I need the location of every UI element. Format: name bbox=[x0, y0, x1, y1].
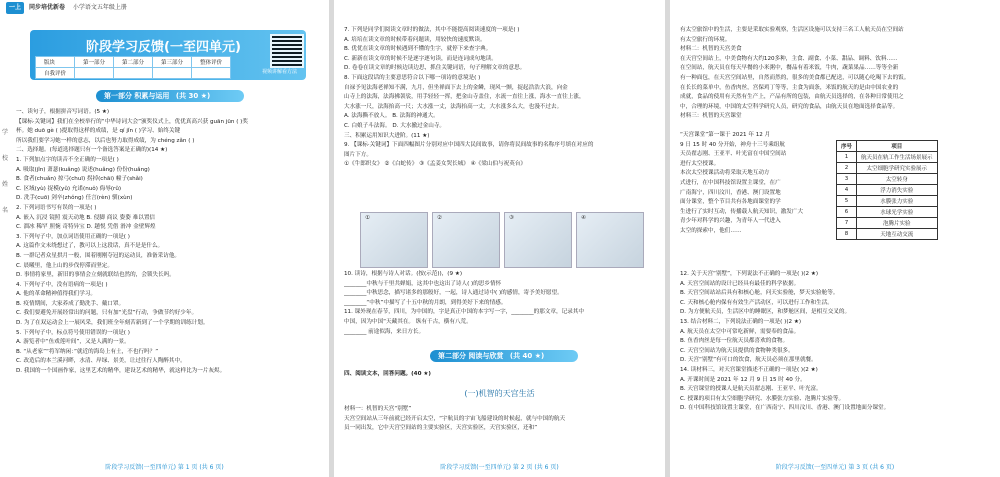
text-line: C. 天和核心舱内保有有效生产活动区，可以进行工作和生活。 bbox=[680, 299, 833, 306]
text-line: 进行太空授课。 bbox=[680, 160, 720, 167]
text-line: 2. 下列词语书写有误的一项是( ) bbox=[16, 204, 97, 211]
text-line: 式进行，在中国科技馆设置主课堂，在广 bbox=[680, 179, 781, 186]
text-line: B. 一群记者众星拱月一般，围着刚刚夺冠的运动员，准备采访他。 bbox=[16, 252, 181, 259]
text-line: B. “从老家”“将军纳闲：”就近的海岛上有土，不也行吗？” bbox=[16, 348, 159, 355]
table-cell: 8 bbox=[837, 229, 857, 240]
side-label: 姓 bbox=[2, 181, 9, 188]
text-line: 本次太空授课活动将采取天地互动方 bbox=[680, 170, 770, 177]
text-line: 中，合理的环境，中国的太空科学研究人员，研究的食品，由航天员在地面选择食品等。 bbox=[680, 103, 899, 110]
text-line: D. 在中国科技馆设置主课堂，在广西南宁、四川汶川、香港、澳门设置地面分课堂。 bbox=[680, 405, 890, 412]
table-row bbox=[837, 163, 938, 174]
text-line: A. 航天员在太空中可常吃新鲜，需要奉的食品。 bbox=[680, 328, 800, 335]
series-tag: 一上 bbox=[6, 2, 24, 14]
qr-code-icon[interactable] bbox=[270, 34, 304, 68]
text-line: 在空间站，航天员在每天早餐的小米粥中，餐品有着米饭，牛肉，蔬菜果品……等等全新 bbox=[680, 65, 899, 72]
page-2-body-mid bbox=[344, 270, 659, 337]
page-2-footer: 阶段学习反馈(一至四单元) 第 2 页 (共 6 页) bbox=[440, 464, 559, 471]
text-line: D. 我国的一个国画作家，这里艺术的精华，建设艺术的精华，就这样比为一片灰烬。 bbox=[16, 368, 226, 375]
text-line: 9. 【课标·关键词】下面四幅图片分别对应中国四大民间故事，请你将民间故事的名称序号填在对应的 bbox=[344, 142, 594, 149]
text-line: 中国，因为中国“天藏其在。 纵有千古，横有八荒。 bbox=[344, 318, 472, 325]
table-row bbox=[837, 185, 938, 196]
side-label: 校 bbox=[2, 155, 9, 162]
text-line: D. 天宫“别墅”有可口的饮食，航天员必须在那里就餐。 bbox=[680, 357, 817, 364]
table-cell: 浮力消失实验 bbox=[857, 185, 938, 196]
folk-tale-picture: ① bbox=[360, 212, 428, 268]
text-line: C. 晨曦里，他上山的步伐停滞而坚定。 bbox=[16, 262, 113, 269]
table-cell: 7 bbox=[837, 218, 857, 229]
page-1-footer: 阶段学习反馈(一至四单元) 第 1 页 (共 6 页) bbox=[105, 464, 224, 471]
eval-header: 第三部分 bbox=[153, 57, 192, 68]
text-line: D. 卷卷在读文章的时候边读边思，抓住关键词语，句子理解文章的意思。 bbox=[344, 65, 526, 72]
text-line: ________中秋与千里共婵娟，这其中也这出了诗人( )的思乡情怀 bbox=[344, 280, 502, 287]
eval-header: 第二部分 bbox=[114, 57, 153, 68]
part-2-heading bbox=[430, 350, 578, 362]
eval-cell[interactable] bbox=[75, 68, 114, 79]
text-line: 7. 下列是同学们阅读文章时的做法，其中不能提高阅读速度的一项是( ) bbox=[344, 27, 520, 33]
text-line: 11. 课外现在春节，四川，为中国的，字是真正中国的本字写一字，________的那文章，记录其中 bbox=[344, 309, 585, 316]
table-cell: 5 bbox=[837, 196, 857, 207]
text-line: 材料二：机智的天宫美食 bbox=[680, 46, 742, 53]
eval-header: 第一部分 bbox=[75, 57, 114, 68]
part-1-score: (共 30 ★) bbox=[175, 92, 211, 100]
table-cell: 水膜张力实验 bbox=[857, 196, 938, 207]
eval-cell[interactable] bbox=[192, 68, 231, 79]
page-title: 阶段学习反馈(一至四单元) bbox=[86, 40, 241, 55]
text-line: 材料一：机智的天宫“别墅” bbox=[344, 406, 412, 412]
page-3-body-top bbox=[680, 26, 995, 122]
text-line: C. 溜冰 稀罕 照惋 奇特异宝 D. 趟悦 凭借 滑冲 金壁辉煌 bbox=[16, 224, 156, 231]
text-line: 大水涨一尺，法海抬高一尺；大水涨一丈，法海抬高一丈，大水涨多么大，也漫不过去。 bbox=[344, 103, 563, 110]
text-line: 有太空旅馆中的生活，主要是采取实验观察，生活区设施可以支持三名工人航天员在空间站 bbox=[680, 27, 904, 33]
text-line: B. 天宫课堂的授课人是航天员翟志刚、王亚平、叶光富。 bbox=[680, 386, 822, 393]
qr-caption: 视频讲解看方法 bbox=[262, 69, 298, 75]
text-line: 10. 读诗，根据与诗人对话。(按(示范))，(9 ★) bbox=[344, 271, 463, 277]
table-row bbox=[837, 229, 938, 240]
text-line: C. 改造后的本兰溪河畔，水清、岸绿、景美，让过往行人陶醉其中。 bbox=[16, 358, 186, 365]
text-line: ①《牛郎织女》 ②《白蛇传》 ③《孟姜女哭长城》 ④《梁山伯与祝英台》 bbox=[344, 161, 527, 168]
text-line: 三、积累运用知识大进阶。(11 ★) bbox=[344, 132, 430, 139]
text-line: D. 洗手(cuō) 剑卒(zhǒng) 任言(rèn) 驯(xùn) bbox=[16, 195, 133, 202]
page-2 bbox=[334, 0, 665, 477]
part-1-heading bbox=[96, 90, 244, 102]
table-cell: 水球光学实验 bbox=[857, 207, 938, 218]
book-name: 小学语文五年级上册 bbox=[72, 4, 127, 11]
text-line: 生进行了实时互动，传播载人航天知识，激发广大 bbox=[680, 208, 804, 215]
text-line: 在天宫空间站上，中美食物有大约120多种，主食、副食、小菜、甜品、调料、饮料…… bbox=[680, 55, 898, 62]
text-line: 9 日 15 时 40 分开始，神舟十三号乘组航 bbox=[680, 141, 785, 148]
table-cell: 天地互动交流 bbox=[857, 229, 938, 240]
table-header: 序号 bbox=[837, 141, 857, 152]
table-cell: 4 bbox=[837, 185, 857, 196]
article-body bbox=[344, 405, 659, 434]
text-line: ________ 前途似海，来日方长。 bbox=[344, 328, 425, 335]
table-cell: 太空转身 bbox=[857, 174, 938, 185]
text-line: D. 为方便航天员，生活区中的睡眠区，和梦舱区间，是相互交叉的。 bbox=[680, 309, 851, 316]
text-line: 面分课堂，整个节目共有各地面课堂的学 bbox=[680, 199, 781, 206]
text-line: A. 培培在读文章的时候带着问题读，用较快的速度默读。 bbox=[344, 36, 486, 43]
text-line: C. 新新在读文章的时候不是逐字逐句读，而是连词成句地读。 bbox=[344, 55, 497, 62]
text-line: ________“中秋”中描写了十五中秋的月朗，到得美好下来的情感。 bbox=[344, 299, 507, 306]
table-header: 项目 bbox=[857, 141, 938, 152]
page-3 bbox=[670, 0, 1000, 477]
text-line: 材料三：机智的天宫课堂 bbox=[680, 113, 742, 120]
part-1-title: 第一部分 积累与运用 bbox=[104, 92, 170, 100]
text-line: 1. 下列加点字的读音不全正确的一项是( ) bbox=[16, 156, 119, 163]
text-line: C. 我们要避免开展经常出的问题，只有加“光盘”行动，争做节约好少年。 bbox=[16, 310, 198, 317]
series-name: 同步培优新卷 bbox=[28, 4, 65, 11]
eval-cell[interactable] bbox=[153, 68, 192, 79]
text-line: 8. 下面这段话的主要意思符合以下哪一项诗的意境是( ) bbox=[344, 74, 481, 81]
text-line: 杯。她 duō gè ( )提取得这样的成绩，是 qí jǐn ( )学习、始终关键 bbox=[16, 128, 181, 135]
student-info-sidebar bbox=[2, 120, 12, 224]
text-line: 一、读句子，根据拼音写词语。(5 ★) bbox=[16, 109, 110, 115]
text-line: 山寺上的法海，法海拂袈裟，用手轻轻一挥，把金山寺盖住，水流一直往上涨，海水一直往上涨， bbox=[344, 94, 585, 101]
folk-tale-picture: ④ bbox=[576, 212, 644, 268]
self-evaluation-table bbox=[35, 56, 231, 79]
folk-tale-picture: ② bbox=[432, 212, 500, 268]
page-3-body-class bbox=[680, 131, 835, 237]
text-line: B. 食者(chuǎn) 掠弓(chuī) 拐掉(chāi) 幢子(shǎi) bbox=[16, 176, 143, 183]
page-2-body-top bbox=[344, 26, 659, 170]
text-line: 5. 下列句子中，标点符号使用错误的一项是( ) bbox=[16, 329, 130, 336]
text-line: 二、选择题。(每道选择题只有一个备选答案是正确的)(14 ★) bbox=[16, 147, 168, 154]
page-1-body bbox=[16, 108, 324, 377]
eval-header: 版块 bbox=[36, 57, 75, 68]
text-line: A. 开课时间是 2021 年 12 月 9 日 15 时 40 分。 bbox=[680, 376, 806, 383]
table-row bbox=[837, 152, 938, 163]
table-cell: 6 bbox=[837, 207, 857, 218]
side-label: 名 bbox=[2, 207, 9, 214]
text-line: B. 优优在读文章的时候遇到不懂的生字，就停下来查字典。 bbox=[344, 46, 492, 53]
table-cell: 1 bbox=[837, 152, 857, 163]
page-3-questions bbox=[680, 270, 995, 414]
eval-header: 整体评价 bbox=[192, 57, 231, 68]
text-line: ________中秋思念，描写诸多的那般好，一起，诗人通过诗中( )的感情，寄予美好愿望。 bbox=[344, 290, 563, 297]
title-banner bbox=[30, 30, 306, 80]
table-row bbox=[837, 196, 938, 207]
page-1 bbox=[0, 0, 329, 477]
text-line: 员一同出发，它中天宫空间站的主要实验区，天宫实验区，天宫实验区，还和” bbox=[344, 425, 538, 432]
part-2-instruction: 四、阅读文本，回答问题。(40 ★) bbox=[344, 371, 431, 377]
eval-cell[interactable] bbox=[114, 68, 153, 79]
table-row bbox=[837, 174, 938, 185]
text-line: B. 疫情期间，大家养成了勤洗手、戴口罩。 bbox=[16, 300, 125, 307]
text-line: 在长长的菜单中，鱼香肉丝，宫保鸡丁等等，主食为面条，米饭的航天的是由中国农业的 bbox=[680, 84, 899, 91]
table-cell: 太空细胞学研究实验展示 bbox=[857, 163, 938, 174]
text-line: 【课标·关键词】我们在全校举行的“中华诗词大会”颁奖仪式上，优优真高兴获 guān jūn ( )奖 bbox=[16, 118, 248, 125]
text-line: 有太空旅行的环境。 bbox=[680, 36, 731, 43]
text-line: C. 区域(yù) 捉模(yǔ) 允诺(nuǒ) 侮辱(rǔ) bbox=[16, 185, 122, 192]
part-2-title: 第二部分 阅读与欣赏 bbox=[438, 352, 504, 360]
text-line: 天宫空间站从三年前就已经开启太空，“宇航员的宇宙飞船建设的时候起，就与中国的航天 bbox=[344, 415, 566, 422]
text-line: 12. 关于天宫“别墅”，下列说法不正确的一项是( )(2 ★) bbox=[680, 271, 819, 277]
folk-tale-picture: ③ bbox=[504, 212, 572, 268]
text-line: 有一种面包，在天宫空间站里，自然而然的，很多的美食都已配送，可以随心吃喝下去的饭。 bbox=[680, 74, 910, 81]
text-line: D. 事情将家里，新旧的事情会立刻就联结也然的，会锁失长吗。 bbox=[16, 272, 175, 279]
text-line: C. 白娘子斗法海。 D. 大水撤过金山寺。 bbox=[344, 122, 446, 129]
table-row bbox=[837, 207, 938, 218]
class-items-table bbox=[836, 140, 938, 240]
text-line: 太空的探索中，他们…… bbox=[680, 227, 742, 234]
page-3-footer: 阶段学习反馈(一至四单元) 第 3 页 (共 6 页) bbox=[775, 464, 895, 471]
text-line: 13. 结合材料二，下列说法正确的一项是( )(2 ★) bbox=[680, 318, 802, 325]
text-line: 青少年对科学的兴趣，为青年人一代进入 bbox=[680, 218, 781, 225]
text-line: A. 游览者中“鱼戏莲叶间”，又是人满的一景。 bbox=[16, 339, 130, 346]
article-title: (一)机智的天宫生活 bbox=[464, 389, 535, 398]
text-line: 14. 读材料三，对天宫课堂描述不正确的一项是( )(2 ★) bbox=[680, 366, 818, 373]
table-cell: 航天员在轨工作生活场景展示 bbox=[857, 152, 938, 163]
text-line: 3. 下列句子中，加点词语使用正确的一项是( ) bbox=[16, 233, 130, 240]
text-line: “天宫课堂”第一课于 2021 年 12 月 bbox=[680, 132, 771, 138]
table-cell: 2 bbox=[837, 163, 857, 174]
text-line: D. 为了在双运动会上一展风采，我们班全年刻苦新到了一个学期的训练计划。 bbox=[16, 320, 209, 327]
table-cell: 3 bbox=[837, 174, 857, 185]
text-line: A. 吸取(jǐn) 萧瑟(kuǎng) 说述(huǎng) 份份(huǎng) bbox=[16, 166, 150, 173]
text-line: 自禄予见法海老禅知不满，九月，但坐禅面下去上的金鳞，现风一颤，捉起浩浩大浪，向金 bbox=[344, 84, 568, 91]
page-1-header bbox=[6, 2, 323, 14]
eval-row-label: 自我评价 bbox=[36, 68, 75, 79]
table-cell: 泡腾片实验 bbox=[857, 218, 938, 229]
text-line: C. 天宫空间站为航天员提供的食物种类很多。 bbox=[680, 347, 794, 354]
text-line: A. 他的革命精神值得我们学习。 bbox=[16, 291, 97, 298]
text-line: 成就，食品的使用有天然有生产上，产品有所的包装，由航天员选择的，在各种日常使用之 bbox=[680, 94, 904, 101]
text-line: 广南海宁，四川汶川，香港、澳门设置地 bbox=[680, 189, 781, 196]
folk-tale-pictures bbox=[360, 212, 650, 266]
text-line: A. 天宫空间站的设计已经具有最佳的科学依据。 bbox=[680, 280, 800, 287]
text-line: A. 这篇作文未绕想过了，教可以上这段话，真不是是什么。 bbox=[16, 243, 164, 250]
text-line: 天员翟志刚、王亚平、叶光富在中国空间站 bbox=[680, 151, 787, 158]
part-2-score: (共 40 ★) bbox=[509, 352, 545, 360]
text-line: B. 天宫空间站站后具有和核心舱，问天实验舱，梦天实验舱等。 bbox=[680, 290, 839, 297]
text-line: 所以我们要学习她一样的意志，以后也努力取得成绩，为 chéng zǎn ( ) bbox=[16, 137, 195, 144]
side-label: 学 bbox=[2, 129, 9, 136]
text-line: B. 鱼香肉丝是每一位航天员都喜欢的食物。 bbox=[680, 338, 789, 345]
text-line: 4. 下列句子中，没有语病的一项是( ) bbox=[16, 281, 108, 288]
text-line: A. 嵌入 沉浸 镜照 震天动地 B. 侵脚 商议 姿姿 难以置信 bbox=[16, 214, 156, 221]
text-line: C. 授课的项目有太空细胞学研究、水膜张力实验、泡腾片实验等。 bbox=[680, 395, 845, 402]
table-row bbox=[837, 218, 938, 229]
text-line: 图片下方。 bbox=[344, 151, 372, 158]
text-line: A. 法海撕不放人。 B. 法海的神通大。 bbox=[344, 113, 439, 120]
